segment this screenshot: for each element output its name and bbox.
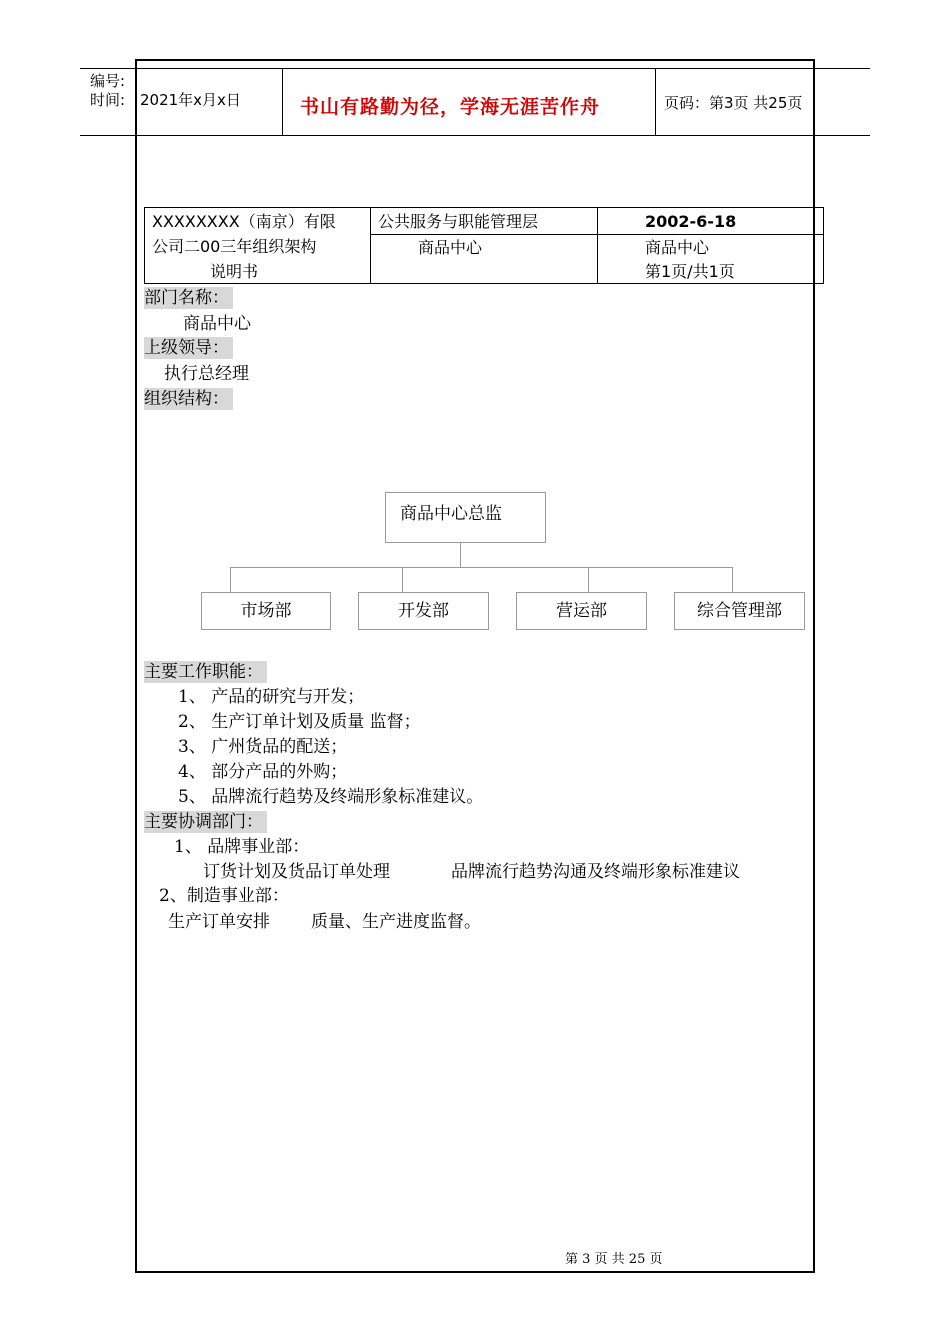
doc-table-col-divider-2 bbox=[597, 207, 598, 284]
org-drop-3 bbox=[588, 567, 589, 592]
coord-1-detail-a: 订货计划及货品订单处理 bbox=[203, 862, 390, 882]
org-child-label-4: 综合管理部 bbox=[697, 601, 782, 621]
footer-page-number: 第 3 页 共 25 页 bbox=[565, 1252, 663, 1267]
org-root-connector bbox=[460, 543, 461, 568]
doc-layer: 公共服务与职能管理层 bbox=[378, 212, 539, 231]
coord-2-title: 2、制造事业部： bbox=[159, 886, 289, 906]
doc-table-col-divider-1 bbox=[370, 207, 371, 284]
structure-label: 组织结构： bbox=[144, 388, 233, 410]
header-time-label: 时间: bbox=[90, 91, 126, 109]
coord-1-title: 1、 品牌事业部： bbox=[174, 837, 310, 857]
org-drop-4 bbox=[732, 567, 733, 592]
org-child-box-3 bbox=[516, 592, 647, 630]
dept-name-value: 商品中心 bbox=[183, 314, 251, 334]
duties-label: 主要工作职能： bbox=[144, 661, 267, 683]
org-drop-1 bbox=[230, 567, 231, 592]
coord-label: 主要协调部门： bbox=[144, 811, 267, 833]
doc-dept-right: 商品中心 bbox=[645, 238, 710, 257]
org-child-label-2: 开发部 bbox=[398, 601, 449, 621]
duty-item-3: 3、 广州货品的配送； bbox=[178, 737, 348, 757]
header-page-info: 页码：第3页 共25页 bbox=[664, 94, 803, 112]
org-child-box-2 bbox=[358, 592, 489, 630]
org-branch-line bbox=[230, 567, 733, 568]
superior-label: 上级领导： bbox=[144, 337, 233, 359]
doc-company-line3: 说明书 bbox=[210, 262, 259, 281]
doc-company-line2: 公司二00三年组织架构 bbox=[152, 237, 317, 256]
org-child-box-4 bbox=[674, 592, 805, 630]
header-date: 2021年x月x日 bbox=[140, 91, 241, 109]
duty-item-5: 5、 品牌流行趋势及终端形象标准建议。 bbox=[178, 787, 484, 807]
duty-item-2: 2、 生产订单计划及质量 监督； bbox=[178, 712, 421, 732]
coord-2-detail-b: 质量、生产进度监督。 bbox=[311, 912, 481, 932]
org-root-label: 商品中心总监 bbox=[400, 504, 502, 524]
doc-date: 2002-6-18 bbox=[645, 212, 737, 231]
org-child-label-3: 营运部 bbox=[556, 601, 607, 621]
coord-1-detail-b: 品牌流行趋势沟通及终端形象标准建议 bbox=[451, 862, 740, 882]
org-child-box-1 bbox=[201, 592, 331, 630]
org-child-label-1: 市场部 bbox=[240, 601, 292, 621]
doc-department: 商品中心 bbox=[418, 238, 483, 257]
dept-name-label: 部门名称： bbox=[144, 287, 233, 309]
duty-item-4: 4、 部分产品的外购； bbox=[178, 762, 348, 782]
duty-item-1: 1、 产品的研究与开发； bbox=[178, 687, 365, 707]
header-number-label: 编号: bbox=[90, 72, 126, 90]
org-root-box bbox=[385, 492, 546, 543]
coord-2-detail-a: 生产订单安排 bbox=[168, 912, 270, 932]
header-motto: 书山有路勤为径，学海无涯苦作舟 bbox=[300, 96, 601, 118]
org-drop-2 bbox=[402, 567, 403, 592]
doc-page: 第1页/共1页 bbox=[645, 262, 735, 281]
doc-company-line1: XXXXXXXX（南京）有限 bbox=[152, 212, 336, 231]
superior-value: 执行总经理 bbox=[164, 364, 249, 384]
